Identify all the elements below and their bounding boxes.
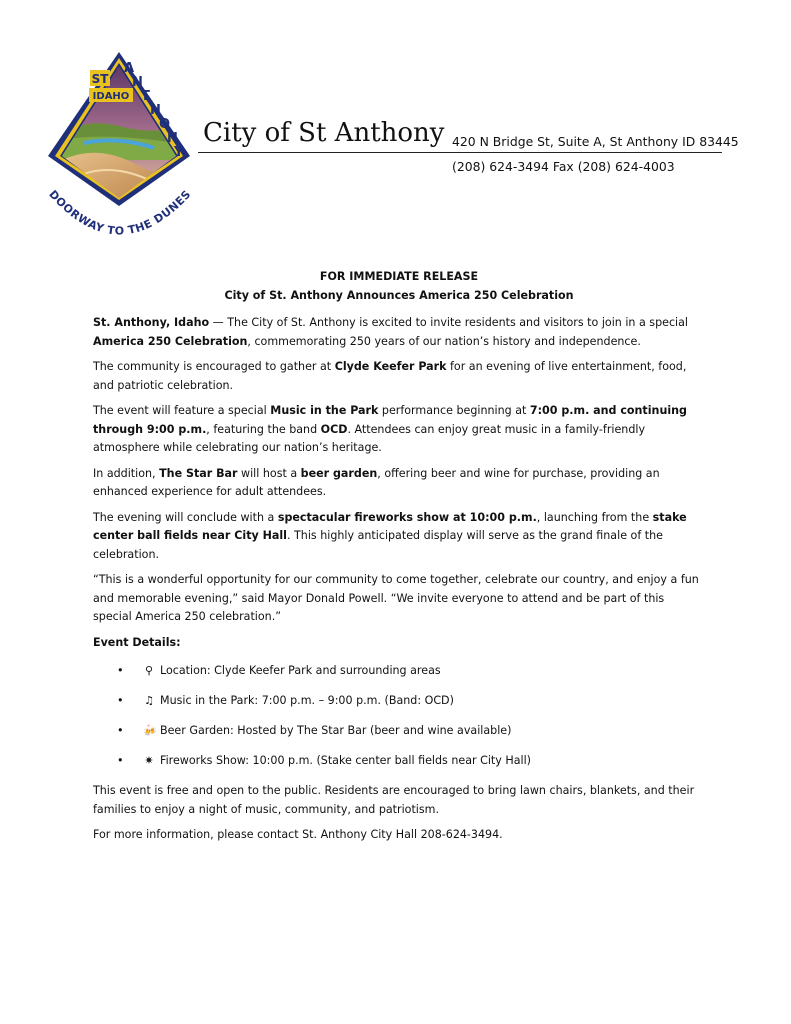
- release-headline: City of St. Anthony Announces America 250 Celebration: [224, 288, 574, 302]
- body-text: “This is a wonderful opportunity for our community to come together, celebrate our country, and enjoy a fun and memorable evening,” said Mayor Donald Powell. “We invite everyone to attend and be part of this special America 250 celebration.”: [93, 573, 699, 623]
- event-details-heading: Event Details:: [93, 635, 181, 649]
- emphasis-text: 7:00 p.m. and continuing through 9:00 p.m.: [93, 404, 687, 436]
- svg-text:DOORWAY TO THE DUNES: DOORWAY TO THE DUNES: [46, 187, 194, 238]
- body-paragraph: [93, 509, 705, 565]
- event-details-list: [93, 662, 705, 771]
- music-notes-icon: ♫: [144, 694, 154, 707]
- emphasis-text: Music in the Park: [270, 404, 379, 417]
- body-text: for an evening of live entertainment, food, and patriotic celebration.: [93, 360, 687, 392]
- org-name: City of St Anthony: [203, 118, 445, 148]
- bullet-icon: •: [117, 724, 124, 737]
- body-text: The evening will conclude with a: [93, 510, 278, 524]
- body-paragraph: [93, 402, 705, 458]
- emphasis-text: stake center ball fields near City Hall: [93, 510, 687, 542]
- emphasis-text: America 250 Celebration: [93, 334, 248, 348]
- org-phone-fax: (208) 624-3494 Fax (208) 624-4003: [452, 159, 675, 174]
- event-detail-item: [93, 662, 705, 681]
- fireworks-icon: ✷: [144, 754, 154, 767]
- body-paragraph: [93, 358, 705, 395]
- closing-paragraph: For more information, please contact St. Anthony City Hall 208-624-3494.: [93, 828, 503, 841]
- bullet-icon: •: [117, 754, 124, 767]
- city-seal-logo: [44, 48, 194, 243]
- emphasis-text: beer garden: [300, 466, 378, 480]
- event-detail-item: [93, 752, 705, 771]
- bullet-icon: •: [117, 664, 124, 677]
- event-detail-item: [93, 692, 705, 711]
- body-paragraph: [93, 314, 705, 351]
- event-detail-text: Location: Clyde Keefer Park and surrounding areas: [160, 664, 441, 677]
- location-pin-icon: ⚲: [144, 664, 154, 677]
- event-detail-text: Music in the Park: 7:00 p.m. – 9:00 p.m. (Band: OCD): [160, 694, 454, 707]
- emphasis-text: Clyde Keefer Park: [334, 360, 447, 373]
- release-label: FOR IMMEDIATE RELEASE: [319, 270, 479, 283]
- emphasis-text: St. Anthony, Idaho: [93, 316, 210, 329]
- body-text: performance beginning at: [378, 404, 530, 417]
- body-text: , commemorating 250 years of our nation’s history and independence.: [247, 334, 641, 348]
- body-text: , offering beer and wine for purchase, providing an enhanced experience for adult attendees.: [93, 466, 660, 498]
- body-paragraph: [93, 465, 705, 502]
- svg-text:IDAHO: IDAHO: [92, 91, 130, 102]
- body-text: . This highly anticipated display will serve as the grand finale of the celebration.: [93, 529, 663, 561]
- event-detail-text: Fireworks Show: 10:00 p.m. (Stake center ball fields near City Hall): [160, 754, 532, 767]
- body-text: , featuring the band: [206, 422, 321, 436]
- beer-glasses-icon: 🍻: [143, 724, 157, 737]
- body-text: — The City of St. Anthony is excited to invite residents and visitors to join in a special: [209, 316, 689, 329]
- org-address: 420 N Bridge St, Suite A, St Anthony ID 83445: [452, 134, 739, 149]
- body-paragraph: [93, 571, 705, 627]
- body-text: will host a: [237, 466, 301, 480]
- body-text: In addition,: [93, 466, 160, 480]
- body-paragraphs: [93, 314, 705, 627]
- svg-text:ST: ST: [91, 72, 109, 86]
- emphasis-text: spectacular fireworks show at 10:00 p.m.: [277, 510, 537, 524]
- body-text: The event will feature a special: [93, 404, 271, 417]
- emphasis-text: The Star Bar: [159, 466, 238, 480]
- body-text: The community is encouraged to gather at: [93, 360, 335, 373]
- press-release-body: [93, 268, 705, 852]
- event-detail-text: Beer Garden: Hosted by The Star Bar (beer and wine available): [160, 724, 512, 737]
- body-text: . Attendees can enjoy great music in a family-friendly atmosphere while celebrating our nation’s heritage.: [93, 422, 646, 454]
- header-divider: [198, 152, 722, 153]
- bullet-icon: •: [117, 694, 124, 707]
- closing-paragraphs: [93, 782, 705, 845]
- svg-text:A N T H O: A N T H O N Y: [124, 61, 184, 160]
- closing-paragraph: This event is free and open to the public. Residents are encouraged to bring lawn chairs, blankets, and their families to enjoy a night of music, community, and patriotism.: [93, 784, 695, 816]
- emphasis-text: OCD: [320, 422, 348, 436]
- event-detail-item: [93, 722, 705, 741]
- body-text: , launching from the: [536, 510, 653, 524]
